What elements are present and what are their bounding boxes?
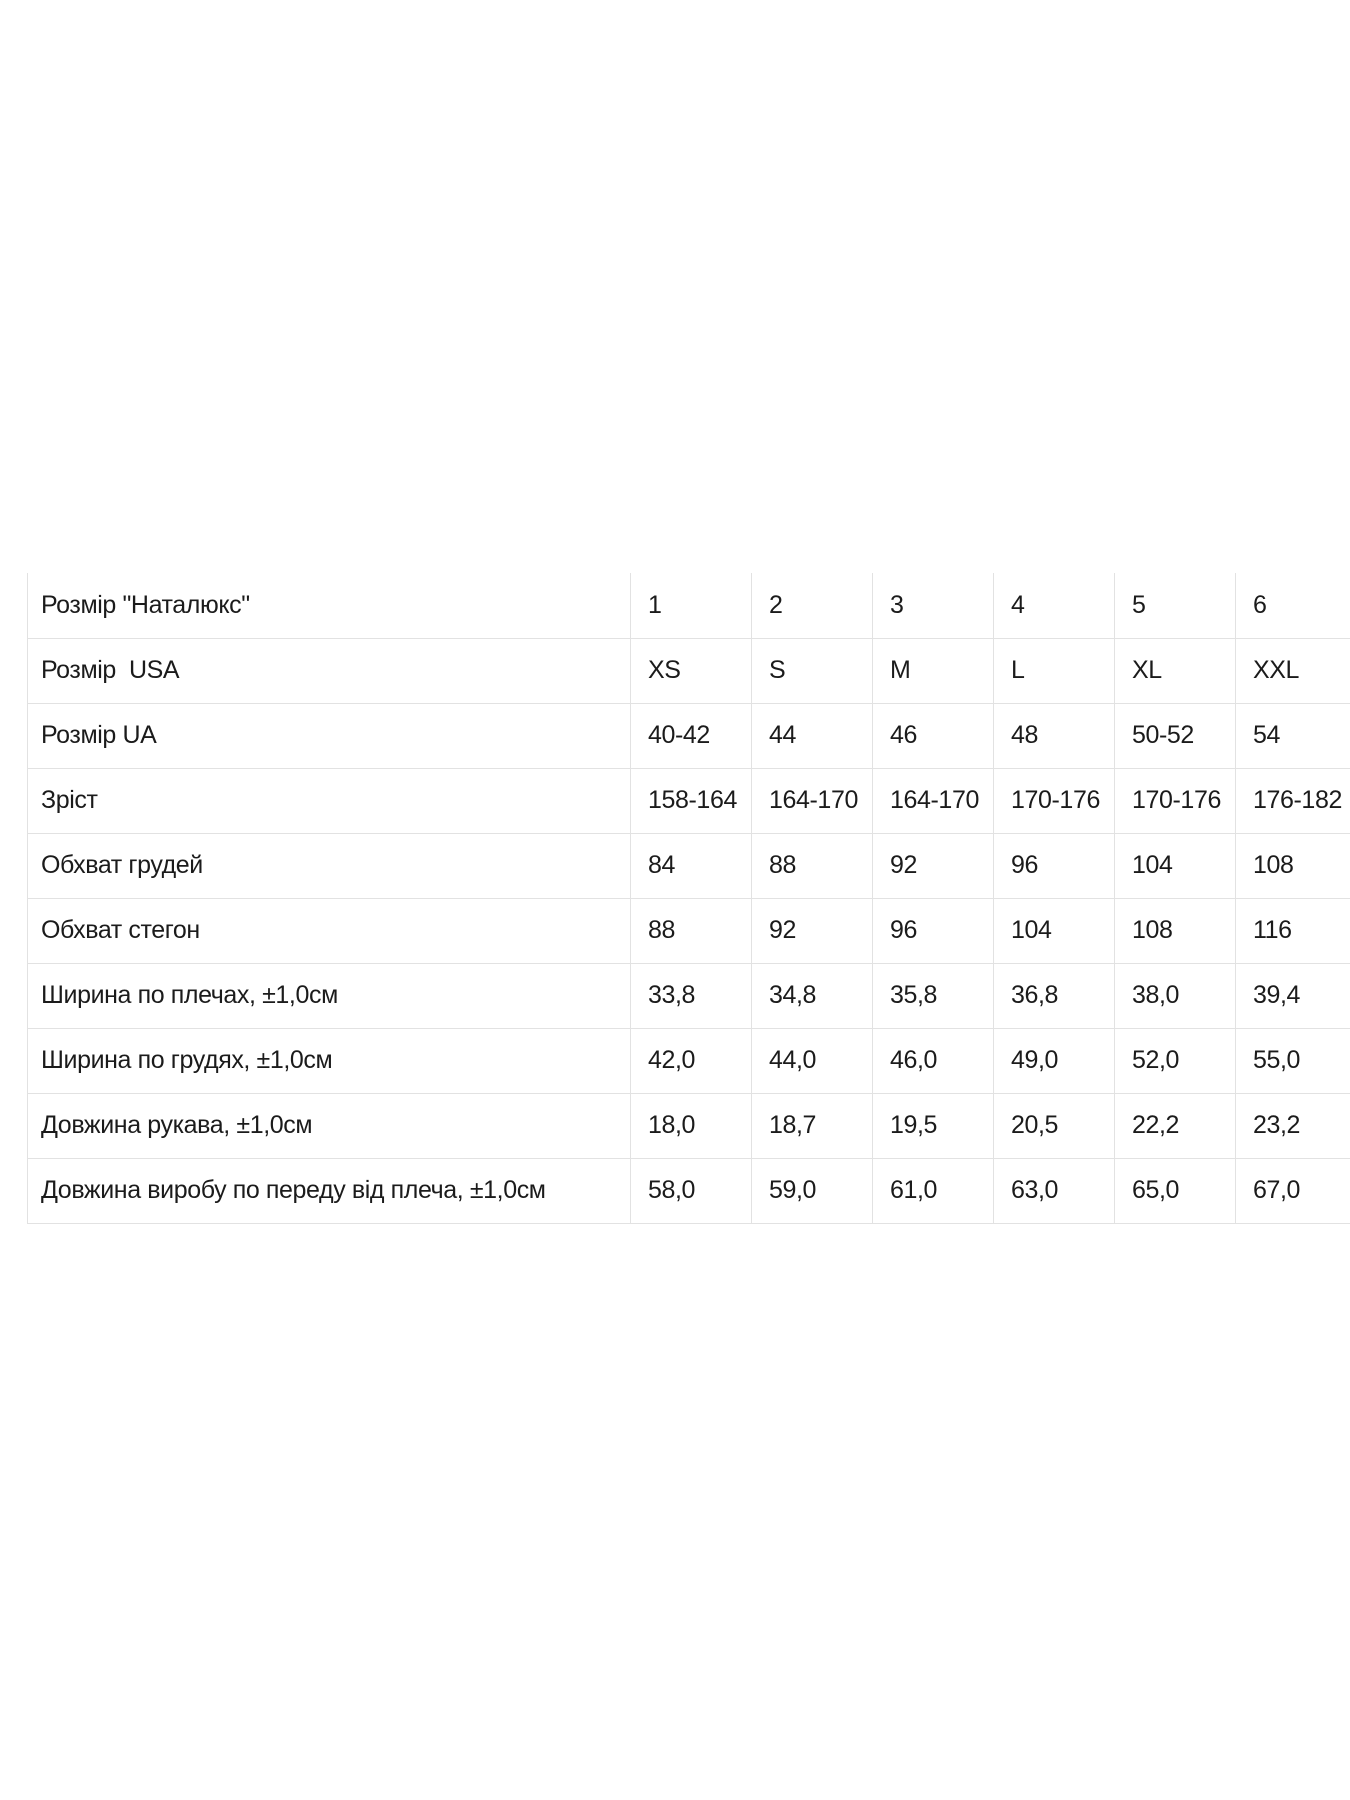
size-value: 34,8 — [752, 963, 873, 1028]
table-row — [28, 1158, 1350, 1223]
size-value: 4 — [994, 573, 1115, 638]
size-value: 96 — [994, 833, 1115, 898]
size-value: 108 — [1115, 898, 1236, 963]
size-value: 176-182 — [1236, 768, 1350, 833]
size-value: 18,0 — [631, 1093, 752, 1158]
row-label: Розмір USA — [28, 638, 631, 703]
size-value: 48 — [994, 703, 1115, 768]
size-value: XL — [1115, 638, 1236, 703]
size-value: 63,0 — [994, 1158, 1115, 1223]
table-row — [28, 963, 1350, 1028]
row-label: Обхват стегон — [28, 898, 631, 963]
size-value: 50-52 — [1115, 703, 1236, 768]
table-row — [28, 703, 1350, 768]
size-value: 42,0 — [631, 1028, 752, 1093]
size-chart-section — [27, 573, 1350, 1224]
size-value: 92 — [752, 898, 873, 963]
size-value: M — [873, 638, 994, 703]
size-value: 158-164 — [631, 768, 752, 833]
size-value: 38,0 — [1115, 963, 1236, 1028]
size-value: 52,0 — [1115, 1028, 1236, 1093]
row-label: Довжина рукава, ±1,0см — [28, 1093, 631, 1158]
size-value: 104 — [1115, 833, 1236, 898]
size-value: 88 — [631, 898, 752, 963]
size-value: 164-170 — [873, 768, 994, 833]
size-value: 6 — [1236, 573, 1350, 638]
size-value: XXL — [1236, 638, 1350, 703]
size-value: 96 — [873, 898, 994, 963]
size-value: 18,7 — [752, 1093, 873, 1158]
size-value: XS — [631, 638, 752, 703]
size-value: 104 — [994, 898, 1115, 963]
size-value: 39,4 — [1236, 963, 1350, 1028]
table-row — [28, 833, 1350, 898]
size-value: 36,8 — [994, 963, 1115, 1028]
table-row — [28, 573, 1350, 638]
size-value: 59,0 — [752, 1158, 873, 1223]
table-row — [28, 1093, 1350, 1158]
size-value: 2 — [752, 573, 873, 638]
size-value: 46,0 — [873, 1028, 994, 1093]
size-value: 19,5 — [873, 1093, 994, 1158]
size-value: 164-170 — [752, 768, 873, 833]
size-value: L — [994, 638, 1115, 703]
row-label: Обхват грудей — [28, 833, 631, 898]
row-label: Довжина виробу по переду від плеча, ±1,0см — [28, 1158, 631, 1223]
size-value: 3 — [873, 573, 994, 638]
row-label: Зріст — [28, 768, 631, 833]
size-value: 46 — [873, 703, 994, 768]
table-row — [28, 768, 1350, 833]
size-value: 58,0 — [631, 1158, 752, 1223]
size-value: 61,0 — [873, 1158, 994, 1223]
size-value: 5 — [1115, 573, 1236, 638]
table-row — [28, 1028, 1350, 1093]
table-row — [28, 898, 1350, 963]
size-value: 92 — [873, 833, 994, 898]
size-value: 84 — [631, 833, 752, 898]
size-value: 22,2 — [1115, 1093, 1236, 1158]
size-value: 40-42 — [631, 703, 752, 768]
size-value: 170-176 — [994, 768, 1115, 833]
size-chart-body — [28, 573, 1350, 1223]
size-value: 108 — [1236, 833, 1350, 898]
size-value: 116 — [1236, 898, 1350, 963]
size-value: 44 — [752, 703, 873, 768]
row-label: Ширина по плечах, ±1,0см — [28, 963, 631, 1028]
size-value: S — [752, 638, 873, 703]
size-value: 170-176 — [1115, 768, 1236, 833]
size-value: 20,5 — [994, 1093, 1115, 1158]
size-value: 1 — [631, 573, 752, 638]
size-value: 54 — [1236, 703, 1350, 768]
table-row — [28, 638, 1350, 703]
size-value: 49,0 — [994, 1028, 1115, 1093]
size-value: 67,0 — [1236, 1158, 1350, 1223]
size-chart-table — [27, 573, 1350, 1224]
row-label: Розмір "Наталюкс" — [28, 573, 631, 638]
size-value: 35,8 — [873, 963, 994, 1028]
size-value: 23,2 — [1236, 1093, 1350, 1158]
size-value: 65,0 — [1115, 1158, 1236, 1223]
size-value: 55,0 — [1236, 1028, 1350, 1093]
row-label: Розмір UA — [28, 703, 631, 768]
size-value: 88 — [752, 833, 873, 898]
size-value: 44,0 — [752, 1028, 873, 1093]
size-value: 33,8 — [631, 963, 752, 1028]
row-label: Ширина по грудях, ±1,0см — [28, 1028, 631, 1093]
